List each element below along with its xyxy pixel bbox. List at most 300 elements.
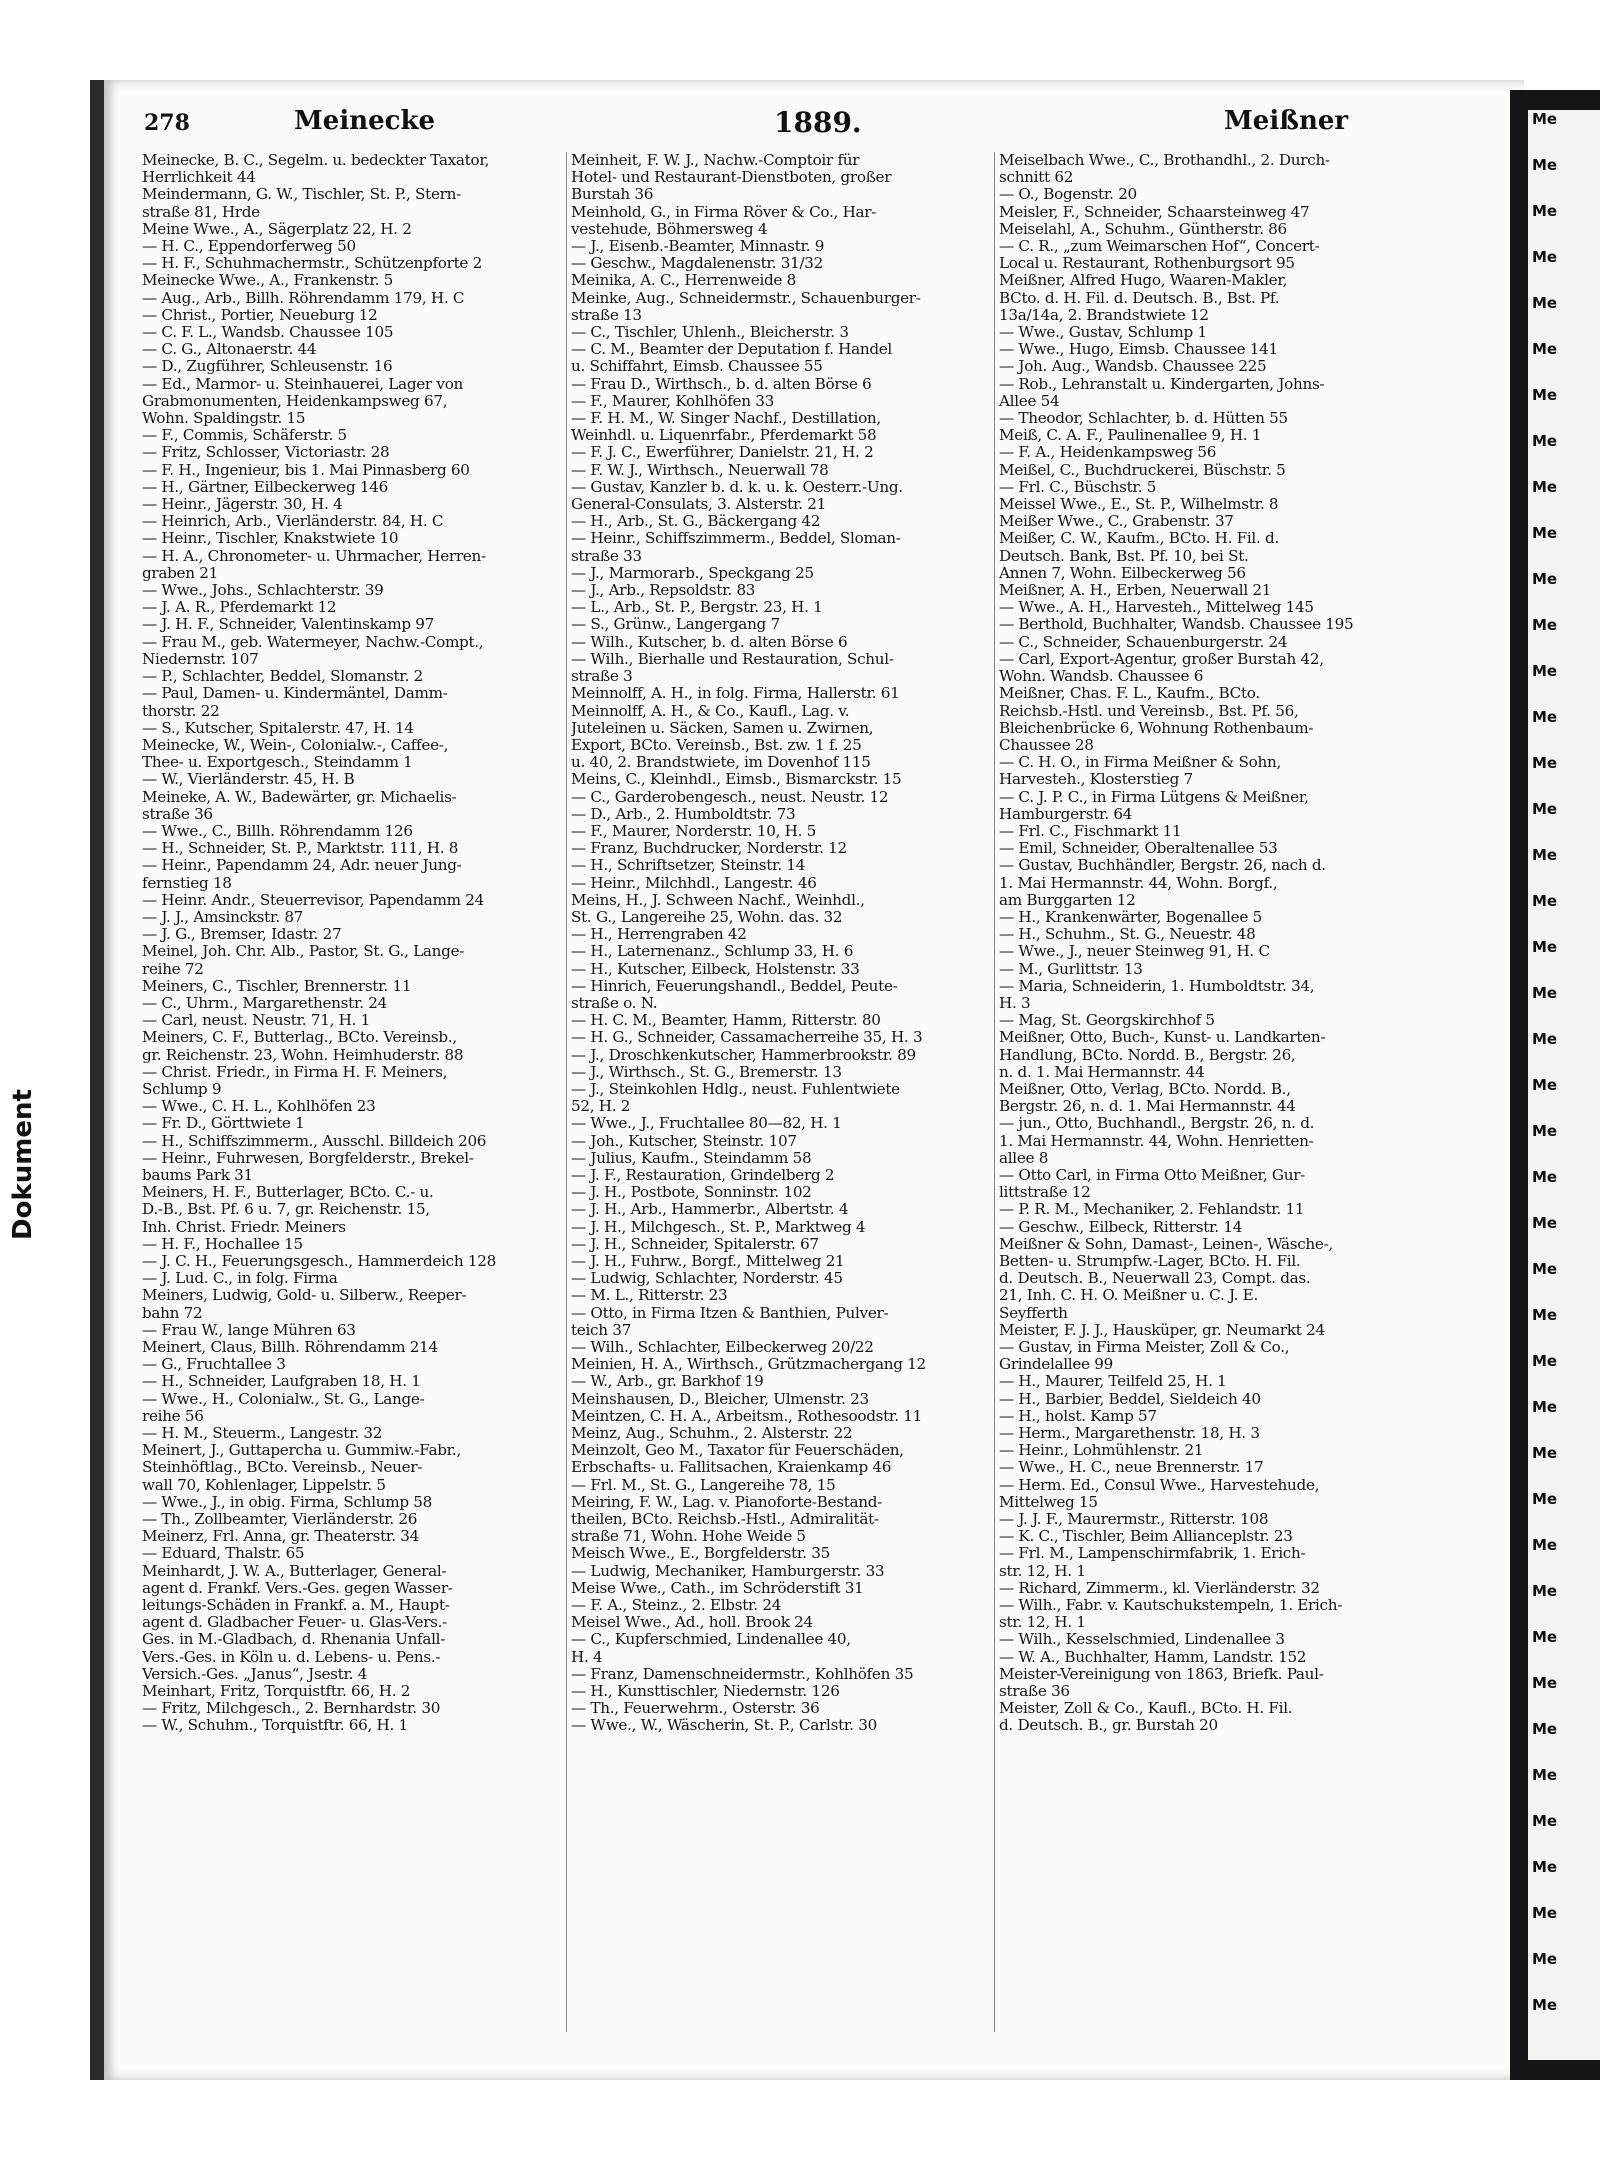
directory-entry-line: Wohn. Wandsb. Chaussee 6 (999, 668, 1204, 686)
directory-entry-line: — Heinrich, Arb., Vierländerstr. 84, H. C (142, 513, 444, 531)
directory-entry-line: — Frau M., geb. Watermeyer, Nachw.-Compt., (142, 633, 484, 651)
directory-entry-line: — J. F., Restauration, Grindelberg 2 (571, 1166, 835, 1184)
directory-entry-line: — J. C. H., Feuerungsgesch., Hammerdeich 128 (142, 1253, 496, 1270)
directory-entry-line: — C., Uhrm., Margarethenstr. 24 (142, 994, 388, 1012)
left-running-head: Meinecke (294, 106, 436, 136)
directory-entry-line: Meißer Wwe., C., Grabenstr. 37 (999, 513, 1234, 531)
directory-entry-line: — D., Arb., 2. Humboldtstr. 73 (571, 805, 796, 823)
directory-entry-line: — Wilh., Kesselschmied, Lindenallee 3 (999, 1631, 1285, 1649)
directory-entry-line: — H., Schneider, Laufgraben 18, H. 1 (142, 1373, 421, 1391)
directory-entry-line: — Wwe., H. C., neue Brennerstr. 17 (999, 1459, 1264, 1477)
directory-entry-line: — J. H., Postbote, Sonninstr. 102 (571, 1184, 812, 1202)
directory-entry-line: Meins, C., Kleinhdl., Eimsb., Bismarckstr. 15 (571, 771, 902, 789)
directory-entry-line: straße 33 (571, 547, 642, 565)
directory-entry-line: bahn 72 (142, 1304, 203, 1322)
directory-entry-line: — Th., Feuerwehrm., Osterstr. 36 (571, 1700, 820, 1718)
directory-entry-line: — C. F. L., Wandsb. Chaussee 105 (142, 324, 394, 342)
directory-entry-line: Meinecke, B. C., Segelm. u. bedeckter Taxator, (142, 152, 490, 169)
directory-entry-line: — Joh., Kutscher, Steinstr. 107 (571, 1132, 797, 1150)
directory-entry-line: Vers.-Ges. in Köln u. d. Lebens- u. Pens.- (142, 1648, 441, 1666)
next-page-fragment-line: Me (1532, 892, 1558, 910)
next-page-fragment-line: Me (1532, 156, 1558, 174)
next-page-fragment-line: Me (1532, 1766, 1558, 1784)
directory-entry-line: — Herm., Margarethenstr. 18, H. 3 (999, 1425, 1260, 1443)
directory-entry-line: — J. H., Schneider, Spitalerstr. 67 (571, 1235, 819, 1253)
directory-entry-line: — Christ. Friedr., in Firma H. F. Meiners, (142, 1063, 448, 1081)
directory-entry-line: St. G., Langereihe 25, Wohn. das. 32 (571, 908, 843, 926)
directory-entry-line: Meisch Wwe., E., Borgfelderstr. 35 (571, 1545, 830, 1563)
directory-entry-line: Meise Wwe., Cath., im Schröderstift 31 (571, 1579, 864, 1597)
directory-entry-line: — M., Gurlittstr. 13 (999, 960, 1143, 978)
next-page-fragment-line: Me (1532, 754, 1558, 772)
directory-entry-line: — Ed., Marmor- u. Steinhauerei, Lager von (142, 375, 464, 393)
directory-entry-line: — Wwe., A. H., Harvesteh., Mittelweg 145 (999, 599, 1314, 617)
next-page-fragment-line: Me (1532, 432, 1558, 450)
directory-entry-line: straße 71, Wohn. Hohe Weide 5 (571, 1528, 806, 1546)
next-page-fragment-line: Me (1532, 1628, 1558, 1646)
directory-entry-line: — H., Schuhm., St. G., Neuestr. 48 (999, 926, 1256, 944)
directory-entry-line: Betten- u. Strumpfw.-Lager, BCto. H. Fil. (999, 1253, 1301, 1270)
directory-entry-line: Meins, H., J. Schween Nachf., Weinhdl., (571, 891, 865, 909)
directory-entry-line: Chaussee 28 (999, 736, 1094, 754)
directory-entry-line: Meiners, C. F., Butterlag., BCto. Vereinsb., (142, 1029, 457, 1047)
directory-entry-line: — Wwe., J., in obig. Firma, Schlump 58 (142, 1493, 433, 1511)
directory-entry-line: H. 4 (571, 1648, 603, 1666)
directory-entry-line: — Th., Zollbeamter, Vierländerstr. 26 (142, 1511, 418, 1529)
directory-entry-line: — M. L., Ritterstr. 23 (571, 1287, 728, 1305)
directory-entry-line: — S., Grünw., Langergang 7 (571, 616, 780, 634)
directory-entry-line: — Geschw., Magdalenenstr. 31/32 (571, 255, 824, 273)
directory-entry-line: — J., Arb., Repsoldstr. 83 (571, 582, 756, 600)
directory-entry-line: 1. Mai Hermannstr. 44, Wohn. Borgf., (999, 874, 1278, 892)
directory-entry-line: Meister, Zoll & Co., Kaufl., BCto. H. Fil. (999, 1700, 1293, 1718)
directory-entry-line: — H., Schiffszimmerm., Ausschl. Billdeich 206 (142, 1132, 487, 1150)
directory-entry-line: str. 12, H. 1 (999, 1614, 1086, 1632)
directory-entry-line: — H., Krankenwärter, Bogenallee 5 (999, 908, 1262, 926)
directory-entry-line: — J. A. R., Pferdemarkt 12 (142, 599, 337, 617)
directory-entry-line: — Geschw., Eilbeck, Ritterstr. 14 (999, 1218, 1243, 1236)
directory-entry-line: — Aug., Arb., Billh. Röhrendamm 179, H. C (142, 289, 465, 307)
directory-entry-line: — W. A., Buchhalter, Hamm, Landstr. 152 (999, 1648, 1307, 1666)
directory-entry-line: Meintzen, C. H. A., Arbeitsm., Rothesoodstr. 11 (571, 1407, 922, 1425)
directory-entry-line: — Emil, Schneider, Oberaltenallee 53 (999, 840, 1278, 858)
page-year: 1889. (774, 106, 862, 139)
directory-entry-line: — H., Kutscher, Eilbeck, Holstenstr. 33 (571, 960, 860, 978)
directory-entry-line: — H., Kunsttischler, Niedernstr. 126 (571, 1683, 840, 1701)
directory-entry-line: Niedernstr. 107 (142, 650, 259, 668)
directory-entry-line: — K. C., Tischler, Beim Allianceplstr. 23 (999, 1528, 1293, 1546)
next-page-fragment-line: Me (1532, 1720, 1558, 1738)
directory-entry-line: — Wilh., Schlachter, Eilbeckerweg 20/22 (571, 1339, 874, 1357)
directory-entry-line: Meißner, Alfred Hugo, Waaren-Makler, (999, 272, 1288, 290)
directory-entry-line: straße 81, Hrde (142, 203, 260, 221)
directory-entry-line: Meisel Wwe., Ad., holl. Brook 24 (571, 1614, 813, 1632)
directory-entry-line: — J. H., Fuhrw., Borgf., Mittelweg 21 (571, 1253, 845, 1270)
directory-entry-line: — Franz, Buchdrucker, Norderstr. 12 (571, 840, 847, 858)
directory-entry-line: littstraße 12 (999, 1184, 1091, 1202)
directory-entry-line: — Hinrich, Feuerungshandl., Beddel, Peute- (571, 977, 898, 995)
directory-entry-line: — Frl. C., Fischmarkt 11 (999, 822, 1182, 840)
directory-entry-line: u. Schiffahrt, Eimsb. Chaussee 55 (571, 358, 823, 376)
directory-entry-line: — Wilh., Bierhalle und Restauration, Schul- (571, 650, 894, 668)
entries-column-3 (994, 152, 1417, 2032)
next-page-fragment-line: Me (1532, 1444, 1558, 1462)
directory-entry-line: General-Consulats, 3. Alsterstr. 21 (571, 496, 827, 514)
directory-entry-line: Meinecke, W., Wein-, Colonialw.-, Caffee-, (142, 736, 449, 754)
directory-entry-line: Meißner, Otto, Buch-, Kunst- u. Landkarten- (999, 1029, 1326, 1047)
directory-entry-line: — Berthold, Buchhalter, Wandsb. Chaussee 195 (999, 616, 1354, 634)
directory-entry-line: Meinzolt, Geo M., Taxator für Feuerschäden, (571, 1442, 904, 1460)
directory-entry-line: — W., Arb., gr. Barkhof 19 (571, 1373, 764, 1391)
directory-entry-line: — C. H. O., in Firma Meißner & Sohn, (999, 754, 1281, 772)
directory-entry-line: — jun., Otto, Buchhandl., Bergstr. 26, n. d. (999, 1115, 1315, 1133)
directory-entry-line: leitungs-Schäden in Frankf. a. M., Haupt- (142, 1597, 450, 1615)
next-page-fragment-line: Me (1532, 386, 1558, 404)
directory-entry-line: — Wwe., Hugo, Eimsb. Chaussee 141 (999, 341, 1278, 359)
directory-entry-line: Weinhdl. u. Liquenrfabr., Pferdemarkt 58 (571, 427, 877, 445)
directory-entry-line: Meinert, J., Guttapercha u. Gummiw.-Fabr., (142, 1442, 461, 1460)
directory-entry-line: straße 36 (999, 1683, 1070, 1701)
directory-entry-line: Meinheit, F. W. J., Nachw.-Comptoir für (571, 152, 860, 169)
entries-column-1 (142, 152, 562, 2032)
directory-entry-line: — Gustav, Kanzler b. d. k. u. k. Oesterr.-Ung. (571, 478, 903, 496)
directory-entry-line: Meisler, F., Schneider, Schaarsteinweg 47 (999, 203, 1310, 221)
next-page-fragment-line: Me (1532, 1030, 1558, 1048)
directory-entry-line: 52, H. 2 (571, 1098, 631, 1116)
directory-entry-line: Meinel, Joh. Chr. Alb., Pastor, St. G., Lange- (142, 943, 465, 961)
directory-entry-line: Inh. Christ. Friedr. Meiners (142, 1218, 346, 1236)
directory-entry-line: — F., Maurer, Kohlhöfen 33 (571, 392, 774, 410)
directory-entry-line: Grindelallee 99 (999, 1356, 1113, 1374)
directory-entry-line: — Ludwig, Schlachter, Norderstr. 45 (571, 1270, 843, 1288)
directory-entry-line: — F. H., Ingenieur, bis 1. Mai Pinnasberg 60 (142, 461, 470, 479)
directory-entry-line: Reichsb.-Hstl. und Vereinsb., Bst. Pf. 56, (999, 702, 1299, 720)
directory-entry-line: — J. G., Bremser, Idastr. 27 (142, 926, 342, 944)
directory-entry-line: — Wwe., J., neuer Steinweg 91, H. C (999, 943, 1270, 961)
directory-entry-line: — H. A., Chronometer- u. Uhrmacher, Herren- (142, 547, 486, 565)
directory-entry-line: thorstr. 22 (142, 702, 220, 720)
directory-entry-line: Meißner, Otto, Verlag, BCto. Nordd. B., (999, 1080, 1291, 1098)
directory-entry-line: H. 3 (999, 994, 1031, 1012)
directory-entry-line: straße 3 (571, 668, 633, 686)
directory-entry-line: — Wwe., C. H. L., Kohlhöfen 23 (142, 1098, 376, 1116)
next-page-fragment (1528, 110, 1600, 2060)
directory-entry-line: Meiners, H. F., Butterlager, BCto. C.- u. (142, 1184, 434, 1202)
page-header (134, 106, 1484, 150)
directory-entry-line: Meißner, Chas. F. L., Kaufm., BCto. (999, 685, 1260, 703)
directory-entry-line: — C., Tischler, Uhlenh., Bleicherstr. 3 (571, 324, 849, 342)
directory-entry-line: — Heinr. Andr., Steuerrevisor, Papendamm 24 (142, 891, 484, 909)
next-page-fragment-line: Me (1532, 984, 1558, 1002)
directory-entry-line: BCto. d. H. Fil. d. Deutsch. B., Bst. Pf. (999, 289, 1280, 307)
directory-entry-line: — H., Herrengraben 42 (571, 926, 747, 944)
next-page-fragment-line: Me (1532, 570, 1558, 588)
directory-entry-line: — H. G., Schneider, Cassamacherreihe 35, H. 3 (571, 1029, 923, 1047)
directory-entry-line: straße 36 (142, 805, 213, 823)
next-page-fragment-line: Me (1532, 1214, 1558, 1232)
directory-entry-line: — Wilh., Kutscher, b. d. alten Börse 6 (571, 633, 848, 651)
directory-entry-line: — Paul, Damen- u. Kindermäntel, Damm- (142, 685, 448, 703)
directory-entry-line: Bleichenbrücke 6, Wohnung Rothenbaum- (999, 719, 1314, 737)
directory-entry-line: — Heinr., Milchhdl., Langestr. 46 (571, 874, 817, 892)
directory-entry-line: Annen 7, Wohn. Eilbeckerweg 56 (999, 564, 1246, 582)
directory-entry-line: vestehude, Böhmersweg 4 (571, 220, 768, 238)
directory-entry-line: — C., Schneider, Schauenburgerstr. 24 (999, 633, 1288, 651)
directory-entry-line: D.-B., Bst. Pf. 6 u. 7, gr. Reichenstr. 15, (142, 1201, 430, 1219)
next-page-fragment-line: Me (1532, 662, 1558, 680)
directory-entry-line: — F., Commis, Schäferstr. 5 (142, 427, 347, 445)
directory-entry-line: — W., Vierländerstr. 45, H. B (142, 771, 355, 789)
directory-entry-line: Meiselahl, A., Schuhm., Güntherstr. 86 (999, 220, 1287, 238)
directory-entry-line: — Eduard, Thalstr. 65 (142, 1545, 305, 1563)
directory-entry-line: — J., Marmorarb., Speckgang 25 (571, 564, 814, 582)
directory-entry-line: — Heinr., Schiffszimmerm., Beddel, Sloman- (571, 530, 901, 548)
directory-entry-line: — H., Gärtner, Eilbeckerweg 146 (142, 478, 389, 496)
next-page-fragment-line: Me (1532, 1076, 1558, 1094)
directory-entry-line: Versich.-Ges. „Janus“, Jsestr. 4 (142, 1665, 368, 1683)
next-page-fragment-line: Me (1532, 800, 1558, 818)
next-page-fragment-line: Me (1532, 1536, 1558, 1554)
directory-entry-line: Meinnolff, A. H., in folg. Firma, Hallerstr. 61 (571, 685, 900, 703)
directory-entry-line: — J., Droschkenkutscher, Hammerbrookstr. 89 (571, 1046, 916, 1064)
directory-entry-line: Schlump 9 (142, 1080, 222, 1098)
directory-entry-line: Allee 54 (999, 392, 1060, 410)
directory-entry-line: Meiselbach Wwe., C., Brothandhl., 2. Durch- (999, 152, 1330, 169)
directory-entry-line: schnitt 62 (999, 169, 1074, 187)
next-page-fragment-line: Me (1532, 340, 1558, 358)
directory-entry-line: — J., Wirthsch., St. G., Bremerstr. 13 (571, 1063, 842, 1081)
directory-entry-line: Meister, F. J. J., Hausküper, gr. Neumarkt 24 (999, 1321, 1325, 1339)
directory-entry-line: — Carl, neust. Neustr. 71, H. 1 (142, 1012, 371, 1030)
directory-entry-line: — H. M., Steuerm., Langestr. 32 (142, 1425, 383, 1443)
directory-entry-line: reihe 72 (142, 960, 204, 978)
directory-entry-line: — C., Garderobengesch., neust. Neustr. 12 (571, 788, 889, 806)
directory-entry-line: — Franz, Damenschneidermstr., Kohlhöfen 35 (571, 1665, 914, 1683)
next-page-fragment-line: Me (1532, 708, 1558, 726)
directory-entry-line: reihe 56 (142, 1407, 204, 1425)
directory-entry-line: — H. C. M., Beamter, Hamm, Ritterstr. 80 (571, 1012, 881, 1030)
directory-entry-line: Meinecke Wwe., A., Frankenstr. 5 (142, 272, 394, 290)
directory-entry-line: Mittelweg 15 (999, 1493, 1098, 1511)
directory-entry-line: — Wwe., C., Billh. Röhrendamm 126 (142, 822, 413, 840)
directory-entry-line: d. Deutsch. B., Neuerwall 23, Compt. das. (999, 1270, 1311, 1288)
directory-entry-line: — Joh. Aug., Wandsb. Chaussee 225 (999, 358, 1267, 376)
directory-entry-line: Meinika, A. C., Herrenweide 8 (571, 272, 797, 290)
directory-entry-line: — J. Lud. C., in folg. Firma (142, 1270, 338, 1288)
next-page-fragment-line: Me (1532, 1260, 1558, 1278)
directory-entry-line: — G., Fruchtallee 3 (142, 1356, 286, 1374)
directory-entry-line: 1. Mai Hermannstr. 44, Wohn. Henrietten- (999, 1132, 1314, 1150)
directory-entry-line: str. 12, H. 1 (999, 1562, 1086, 1580)
directory-entry-line: Herrlichkeit 44 (142, 169, 256, 187)
directory-entry-line: — J. J., Amsinckstr. 87 (142, 908, 304, 926)
directory-entry-line: — H., Arb., St. G., Bäckergang 42 (571, 513, 821, 531)
directory-entry-line: graben 21 (142, 564, 218, 582)
directory-entry-line: — Heinr., Jägerstr. 30, H. 4 (142, 496, 343, 514)
next-page-fragment-line: Me (1532, 1122, 1558, 1140)
directory-entry-line: — Wwe., J., Fruchtallee 80—82, H. 1 (571, 1115, 842, 1133)
directory-entry-line: Juteleinen u. Säcken, Samen u. Zwirnen, (571, 719, 874, 737)
directory-entry-line: Burstah 36 (571, 186, 654, 204)
directory-entry-line: Meinshausen, D., Bleicher, Ulmenstr. 23 (571, 1390, 869, 1408)
directory-entry-line: — Wwe., H., Colonialw., St. G., Lange- (142, 1390, 425, 1408)
directory-entry-line: — Frau D., Wirthsch., b. d. alten Börse 6 (571, 375, 872, 393)
next-page-fragment-line: Me (1532, 110, 1558, 128)
next-page-fragment-line: Me (1532, 1168, 1558, 1186)
directory-entry-line: Grabmonumenten, Heidenkampsweg 67, (142, 392, 448, 410)
directory-entry-line: 21, Inh. C. H. O. Meißner u. C. J. E. (999, 1287, 1258, 1305)
side-label (8, 1040, 40, 1240)
directory-entry-line: — Mag, St. Georgskirchhof 5 (999, 1012, 1215, 1030)
directory-entry-line: u. 40, 2. Brandstwiete, im Dovenhof 115 (571, 754, 871, 772)
next-page-fragment-line: Me (1532, 846, 1558, 864)
next-page-fragment-line: Me (1532, 1490, 1558, 1508)
next-page-fragment-line: Me (1532, 1812, 1558, 1830)
directory-entry-line: Meinien, H. A., Wirthsch., Grützmachergang 12 (571, 1356, 926, 1374)
directory-entry-line: Hamburgerstr. 64 (999, 805, 1133, 823)
directory-entry-line: Hotel- und Restaurant-Dienstboten, großer (571, 169, 892, 187)
directory-entry-line: Meinnolff, A. H., & Co., Kaufl., Lag. v. (571, 702, 850, 720)
next-page-fragment-line: Me (1532, 1996, 1558, 2014)
directory-entry-line: — H., holst. Kamp 57 (999, 1407, 1157, 1425)
directory-entry-line: — Rob., Lehranstalt u. Kindergarten, Johns- (999, 375, 1325, 393)
directory-entry-line: — H., Schneider, St. P., Marktstr. 111, H. 8 (142, 840, 459, 858)
directory-entry-line: Handlung, BCto. Nordd. B., Bergstr. 26, (999, 1046, 1296, 1064)
directory-entry-line: — H. C., Eppendorferweg 50 (142, 238, 356, 256)
directory-entry-line: agent d. Frankf. Vers.-Ges. gegen Wasser- (142, 1579, 453, 1597)
next-page-fragment-line: Me (1532, 524, 1558, 542)
directory-entry-line: Ges. in M.-Gladbach, d. Rhenania Unfall- (142, 1631, 446, 1649)
next-page-fragment-line: Me (1532, 1306, 1558, 1324)
directory-entry-line: — L., Arb., St. P., Bergstr. 23, H. 1 (571, 599, 823, 617)
directory-entry-line: fernstieg 18 (142, 874, 232, 892)
directory-entry-line: — H. F., Schuhmachermstr., Schützenpforte 2 (142, 255, 482, 273)
directory-entry-line: Meißel, C., Buchdruckerei, Büschstr. 5 (999, 461, 1286, 479)
directory-entry-line: straße o. N. (571, 994, 658, 1012)
directory-entry-line: Meiring, F. W., Lag. v. Pianoforte-Bestand- (571, 1493, 883, 1511)
directory-entry-line: — F. W. J., Wirthsch., Neuerwall 78 (571, 461, 829, 479)
directory-entry-line: Meinhardt, J. W. A., Butterlager, General- (142, 1562, 447, 1580)
next-page-fragment-line: Me (1532, 1858, 1558, 1876)
directory-entry-line: — J. J. F., Maurermstr., Ritterstr. 108 (999, 1511, 1269, 1529)
directory-entry-line: — Otto, in Firma Itzen & Banthien, Pulver- (571, 1304, 889, 1322)
next-page-fragment-line: Me (1532, 478, 1558, 496)
directory-entry-line: Meister-Vereinigung von 1863, Briefk. Paul- (999, 1665, 1324, 1683)
directory-entry-line: n. d. 1. Mai Hermannstr. 44 (999, 1063, 1205, 1081)
directory-entry-line: — Fritz, Schlosser, Victoriastr. 28 (142, 444, 390, 462)
directory-entry-line: — C., Kupferschmied, Lindenallee 40, (571, 1631, 851, 1649)
next-page-fragment-line: Me (1532, 294, 1558, 312)
directory-entry-line: Meine Wwe., A., Sägerplatz 22, H. 2 (142, 220, 412, 238)
directory-entry-line: Harvesteh., Klosterstieg 7 (999, 771, 1193, 789)
directory-entry-line: am Burggarten 12 (999, 891, 1136, 909)
directory-entry-line: — Heinr., Tischler, Knakstwiete 10 (142, 530, 399, 548)
next-page-fragment-line: Me (1532, 616, 1558, 634)
directory-entry-line: — Frl. M., Lampenschirmfabrik, 1. Erich- (999, 1545, 1306, 1563)
directory-entry-line: — J., Eisenb.-Beamter, Minnastr. 9 (571, 238, 825, 256)
directory-entry-line: — Gustav, in Firma Meister, Zoll & Co., (999, 1339, 1290, 1357)
page-number: 278 (144, 110, 190, 136)
directory-entry-line: gr. Reichenstr. 23, Wohn. Heimhuderstr. 88 (142, 1046, 464, 1064)
directory-entry-line: Meinhold, G., in Firma Röver & Co., Har- (571, 203, 877, 221)
directory-entry-line: Meindermann, G. W., Tischler, St. P., Stern- (142, 186, 461, 204)
directory-entry-line: — D., Zugführer, Schleusenstr. 16 (142, 358, 393, 376)
directory-entry-line: Meinhart, Fritz, Torquistftr. 66, H. 2 (142, 1683, 411, 1701)
directory-entry-line: Meiners, Ludwig, Gold- u. Silberw., Reeper- (142, 1287, 467, 1305)
next-page-fragment-line: Me (1532, 1352, 1558, 1370)
directory-entry-line: — Heinr., Lohmühlenstr. 21 (999, 1442, 1204, 1460)
directory-entry-line: Meineke, A. W., Badewärter, gr. Michaelis- (142, 788, 457, 806)
directory-entry-line: Export, BCto. Vereinsb., Bst. zw. 1 f. 25 (571, 736, 862, 754)
directory-entry-line: — Frl. M., St. G., Langereihe 78, 15 (571, 1476, 836, 1494)
directory-entry-line: Deutsch. Bank, Bst. Pf. 10, bei St. (999, 547, 1249, 565)
directory-entry-line: — Herm. Ed., Consul Wwe., Harvestehude, (999, 1476, 1320, 1494)
directory-entry-line: — Carl, Export-Agentur, großer Burstah 42, (999, 650, 1324, 668)
directory-entry-line: Wohn. Spaldingstr. 15 (142, 410, 306, 428)
directory-entry-line: — Otto Carl, in Firma Otto Meißner, Gur- (999, 1166, 1305, 1184)
directory-entry-line: Meißner & Sohn, Damast-, Leinen-, Wäsche-, (999, 1235, 1333, 1253)
next-page-fragment-line: Me (1532, 1582, 1558, 1600)
directory-entry-line: — J., Steinkohlen Hdlg., neust. Fuhlentwiete (571, 1080, 900, 1098)
directory-entry-line: — Frau W., lange Mühren 63 (142, 1321, 356, 1339)
directory-entry-line: d. Deutsch. B., gr. Burstah 20 (999, 1717, 1218, 1735)
directory-entry-line: — Christ., Portier, Neueburg 12 (142, 306, 378, 324)
directory-entry-line: — F. H. M., W. Singer Nachf., Destillation, (571, 410, 881, 428)
directory-entry-line: — Heinr., Papendamm 24, Adr. neuer Jung- (142, 857, 462, 875)
directory-entry-line: baums Park 31 (142, 1166, 253, 1184)
directory-entry-line: 13a/14a, 2. Brandstwiete 12 (999, 306, 1209, 324)
directory-entry-line: — F. J. C., Ewerführer, Danielstr. 21, H. 2 (571, 444, 874, 462)
directory-entry-line: — S., Kutscher, Spitalerstr. 47, H. 14 (142, 719, 414, 737)
directory-entry-line: — O., Bogenstr. 20 (999, 186, 1137, 204)
directory-entry-line: — Frl. C., Büschstr. 5 (999, 478, 1157, 496)
directory-entry-line: Thee- u. Exportgesch., Steindamm 1 (142, 754, 413, 772)
directory-entry-line: agent d. Gladbacher Feuer- u. Glas-Vers.- (142, 1614, 448, 1632)
directory-entry-line: — H., Barbier, Beddel, Sieldeich 40 (999, 1390, 1261, 1408)
directory-entry-line: Meinke, Aug., Schneidermstr., Schauenburger- (571, 289, 921, 307)
directory-entry-line: Meissel Wwe., E., St. P., Wilhelmstr. 8 (999, 496, 1279, 514)
directory-entry-line: Erbschafts- u. Fallitsachen, Kraienkamp 46 (571, 1459, 892, 1477)
directory-entry-line: — J. H. F., Schneider, Valentinskamp 97 (142, 616, 435, 634)
directory-entry-line: — H. F., Hochallee 15 (142, 1235, 303, 1253)
directory-entry-line: — J. H., Arb., Hammerbr., Albertstr. 4 (571, 1201, 849, 1219)
directory-entry-line: — C. M., Beamter der Deputation f. Handel (571, 341, 892, 359)
directory-entry-line: — C. G., Altonaerstr. 44 (142, 341, 317, 359)
directory-entry-line: Steinhöftlag., BCto. Vereinsb., Neuer- (142, 1459, 423, 1477)
directory-entry-line: Seyfferth (999, 1304, 1068, 1322)
directory-entry-line: Meiß, C. A. F., Paulinenallee 9, H. 1 (999, 427, 1262, 445)
entries-column-2 (566, 152, 991, 2032)
next-page-fragment-line: Me (1532, 1674, 1558, 1692)
directory-entry-line: Meinz, Aug., Schuhm., 2. Alsterstr. 22 (571, 1425, 853, 1443)
directory-entry-line: — J. H., Milchgesch., St. P., Marktweg 4 (571, 1218, 866, 1236)
directory-entry-line: theilen, BCto. Reichsb.-Hstl., Admiralität- (571, 1511, 879, 1529)
directory-entry-line: teich 37 (571, 1321, 631, 1339)
directory-entry-line: Meißer, C. W., Kaufm., BCto. H. Fil. d. (999, 530, 1279, 548)
side-label-text: Dokument (8, 1089, 38, 1240)
directory-entry-line: — Gustav, Buchhändler, Bergstr. 26, nach d. (999, 857, 1326, 875)
directory-entry-line: Bergstr. 26, n. d. 1. Mai Hermannstr. 44 (999, 1098, 1296, 1116)
next-page-fragment-line: Me (1532, 202, 1558, 220)
directory-entry-line: — F. A., Heidenkampsweg 56 (999, 444, 1217, 462)
next-page-fragment-line: Me (1532, 938, 1558, 956)
next-page-fragment-line: Me (1532, 1398, 1558, 1416)
directory-entry-line: — H., Maurer, Teilfeld 25, H. 1 (999, 1373, 1227, 1391)
directory-entry-line: Meinert, Claus, Billh. Röhrendamm 214 (142, 1339, 438, 1357)
directory-page (90, 80, 1524, 2080)
directory-entry-line: Meinerz, Frl. Anna, gr. Theaterstr. 34 (142, 1528, 419, 1546)
directory-entry-line: Local u. Restaurant, Rothenburgsort 95 (999, 255, 1295, 273)
